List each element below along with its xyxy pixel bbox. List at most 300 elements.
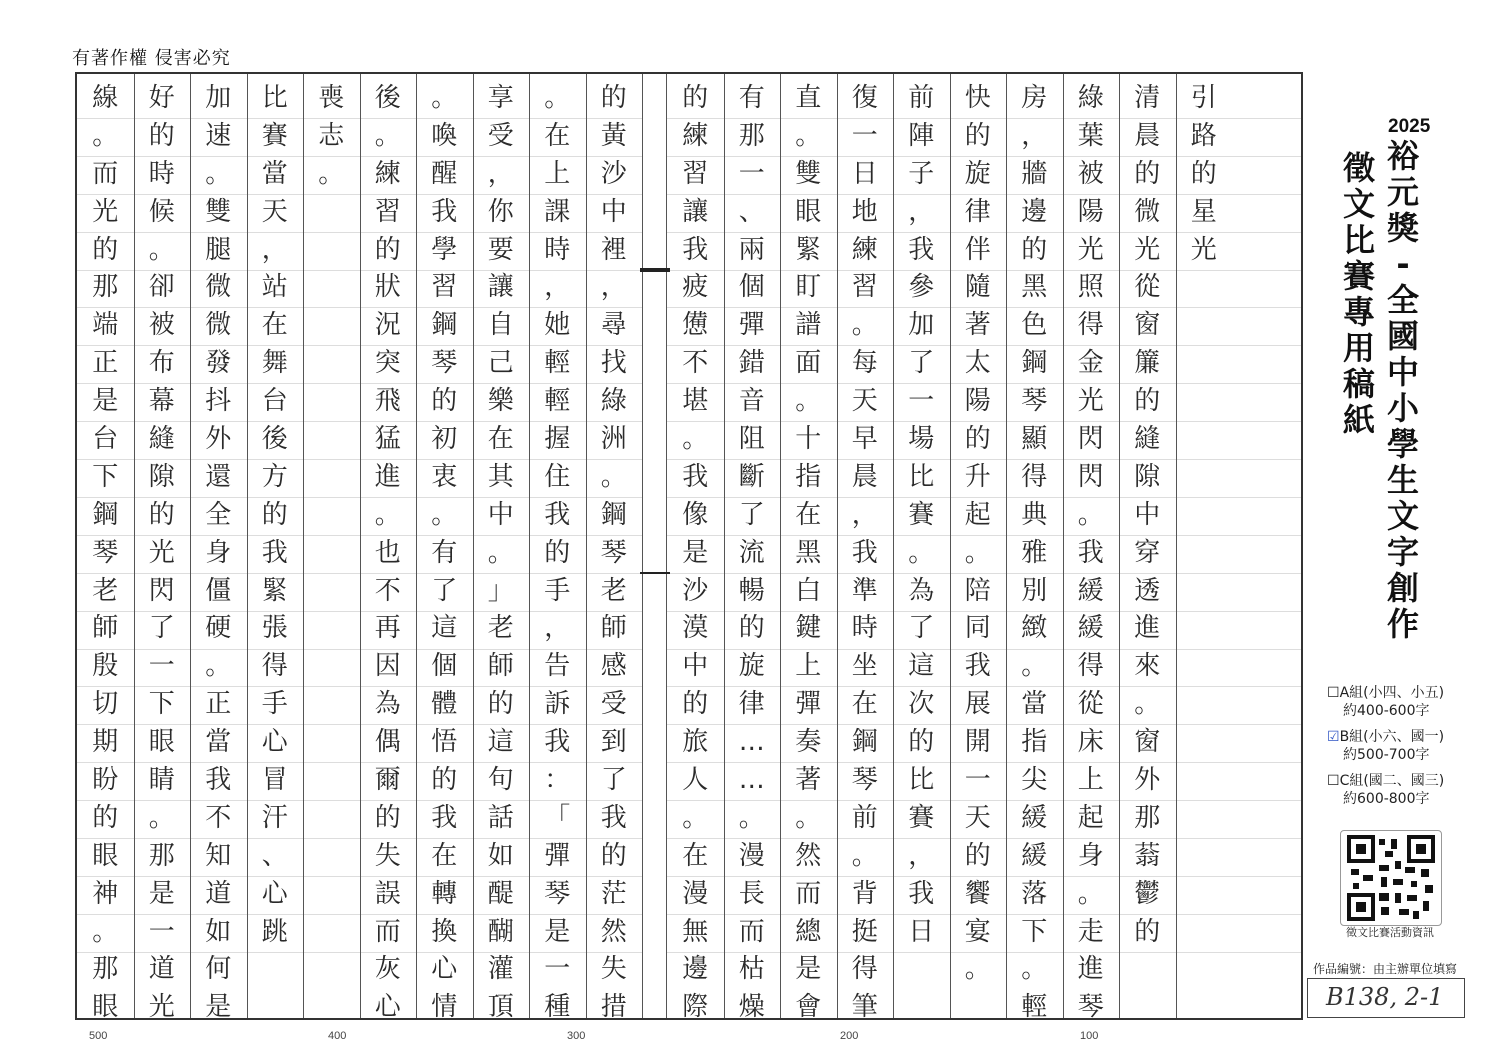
manuscript-char: 背	[851, 878, 878, 909]
scale-label-200: 200	[840, 1030, 859, 1042]
manuscript-char: 身	[205, 537, 232, 568]
manuscript-char: 十	[795, 424, 822, 455]
manuscript-char: 卻	[148, 272, 175, 303]
manuscript-char: 律	[738, 689, 765, 720]
manuscript-char: 流	[738, 537, 765, 568]
manuscript-char: …	[738, 765, 765, 796]
manuscript-char: 我	[851, 537, 878, 568]
manuscript-char: 在	[851, 689, 878, 720]
manuscript-char: 知	[205, 840, 232, 871]
manuscript-char: 我	[908, 234, 935, 265]
manuscript-char: 旅	[682, 727, 709, 758]
manuscript-char: 師	[600, 613, 627, 644]
manuscript-char: ，	[851, 499, 878, 530]
manuscript-char: 的	[431, 765, 458, 796]
manuscript-char: 。	[964, 537, 991, 568]
manuscript-char: 比	[261, 83, 288, 113]
manuscript-char: 的	[600, 840, 627, 871]
manuscript-char: 展	[964, 689, 991, 720]
manuscript-char: 心	[261, 727, 288, 758]
manuscript-char: 鬱	[1134, 878, 1161, 909]
scale-label-400: 400	[328, 1030, 347, 1042]
manuscript-char: 了	[600, 765, 627, 796]
fold-gap	[642, 74, 667, 1018]
manuscript-char: 狀	[374, 272, 401, 303]
manuscript-char: 跳	[261, 916, 288, 947]
manuscript-char: 感	[600, 651, 627, 682]
manuscript-char: 有	[738, 83, 765, 113]
manuscript-char: 旋	[964, 158, 991, 189]
manuscript-char: 走	[1077, 916, 1104, 947]
scale-label-300: 300	[567, 1030, 586, 1042]
manuscript-char: 是	[148, 878, 175, 909]
manuscript-column	[586, 74, 643, 1023]
manuscript-char: 我	[544, 727, 571, 758]
manuscript-char: 疲	[682, 272, 709, 303]
manuscript-char: 次	[908, 689, 935, 720]
manuscript-char: 手	[544, 575, 571, 606]
manuscript-column	[247, 74, 304, 1018]
manuscript-char: 光	[1077, 386, 1104, 417]
manuscript-char: 阻	[738, 424, 765, 455]
manuscript-char: 練	[851, 234, 878, 265]
manuscript-char: 鍵	[795, 613, 822, 644]
manuscript-char: 再	[374, 613, 401, 644]
manuscript-char: 外	[1134, 765, 1161, 796]
manuscript-char: 閃	[1077, 424, 1104, 455]
manuscript-char: 當	[261, 158, 288, 189]
manuscript-char: 道	[148, 954, 175, 985]
manuscript-char: 後	[374, 83, 401, 113]
manuscript-char: 被	[148, 310, 175, 341]
manuscript-char: 路	[1190, 120, 1217, 151]
manuscript-char: 這	[487, 727, 514, 758]
manuscript-char: 從	[1077, 689, 1104, 720]
manuscript-char: 在	[487, 424, 514, 455]
manuscript-char: 隙	[148, 461, 175, 492]
group-b-checkbox[interactable]: ☑	[1327, 729, 1340, 745]
manuscript-char: 像	[682, 499, 709, 530]
manuscript-char: 情	[431, 992, 458, 1023]
manuscript-char: 色	[1021, 310, 1048, 341]
manuscript-char: 陪	[964, 575, 991, 606]
manuscript-char: 前	[851, 802, 878, 833]
manuscript-char: 當	[1021, 689, 1048, 720]
manuscript-char: 律	[964, 196, 991, 227]
manuscript-char: 我	[600, 802, 627, 833]
manuscript-char: 中	[682, 651, 709, 682]
manuscript-column	[837, 74, 894, 1023]
manuscript-char: 手	[261, 689, 288, 720]
manuscript-char: 堪	[682, 386, 709, 417]
manuscript-char: 得	[1077, 651, 1104, 682]
manuscript-char: 頂	[487, 992, 514, 1023]
manuscript-char: 。	[1077, 499, 1104, 530]
manuscript-char: 天	[261, 196, 288, 227]
manuscript-char: 外	[205, 424, 232, 455]
manuscript-column	[1006, 74, 1063, 1023]
manuscript-char: 時	[851, 613, 878, 644]
manuscript-char: 幕	[148, 386, 175, 417]
manuscript-char: 面	[795, 348, 822, 379]
manuscript-char: 我	[682, 461, 709, 492]
manuscript-char: 綠	[1077, 83, 1104, 113]
manuscript-char: 期	[92, 727, 119, 758]
manuscript-char: 穿	[1134, 537, 1161, 568]
manuscript-char: 眼	[92, 992, 119, 1023]
manuscript-char: 光	[1077, 234, 1104, 265]
manuscript-char: 那	[92, 954, 119, 985]
manuscript-char: …	[738, 727, 765, 758]
manuscript-char: 沙	[682, 575, 709, 606]
manuscript-char: 緩	[1021, 802, 1048, 833]
manuscript-char: 指	[1021, 727, 1048, 758]
group-options	[1327, 684, 1444, 816]
manuscript-char: 住	[544, 461, 571, 492]
sidebar	[1305, 72, 1500, 1022]
work-number-label: 作品編號：由主辦單位填寫	[1313, 962, 1458, 976]
manuscript-column	[473, 74, 530, 1023]
manuscript-char: 舞	[261, 348, 288, 379]
manuscript-char: 盼	[92, 765, 119, 796]
manuscript-char: 訴	[544, 689, 571, 720]
manuscript-char: 。	[431, 499, 458, 530]
manuscript-char: 習	[851, 272, 878, 303]
manuscript-char: 醍	[487, 878, 514, 909]
manuscript-char: 黃	[600, 120, 627, 151]
manuscript-char: 是	[92, 386, 119, 417]
manuscript-char: 指	[795, 461, 822, 492]
manuscript-char: 。	[148, 802, 175, 833]
manuscript-char: 著	[795, 765, 822, 796]
manuscript-char: 。	[487, 537, 514, 568]
manuscript-char: 了	[431, 575, 458, 606]
manuscript-char: 坐	[851, 651, 878, 682]
manuscript-char: 不	[682, 348, 709, 379]
manuscript-char: 雙	[795, 158, 822, 189]
manuscript-char: 裡	[600, 234, 627, 265]
manuscript-char: 在	[544, 120, 571, 151]
manuscript-char: 然	[600, 916, 627, 947]
manuscript-char: 緊	[795, 234, 822, 265]
manuscript-char: 隨	[964, 272, 991, 303]
manuscript-char: 的	[964, 424, 991, 455]
manuscript-char: 簾	[1134, 348, 1161, 379]
manuscript-char: 閃	[148, 575, 175, 606]
manuscript-char: 腿	[205, 234, 232, 265]
manuscript-char: 彈	[795, 689, 822, 720]
manuscript-char: 師	[487, 651, 514, 682]
manuscript-char: 正	[205, 689, 232, 720]
manuscript-char: 的	[374, 802, 401, 833]
manuscript-char: 線	[92, 83, 119, 113]
manuscript-char: 冒	[261, 765, 288, 796]
manuscript-char: 了	[738, 499, 765, 530]
manuscript-char: 受	[487, 120, 514, 151]
manuscript-char: 沙	[600, 158, 627, 189]
manuscript-char: 落	[1021, 878, 1048, 909]
manuscript-char: 鋼	[1021, 348, 1048, 379]
manuscript-char: 參	[908, 272, 935, 303]
manuscript-char: 我	[964, 651, 991, 682]
manuscript-column	[1063, 74, 1120, 1023]
manuscript-char: 突	[374, 348, 401, 379]
manuscript-char: 中	[487, 499, 514, 530]
manuscript-char: 綠	[600, 386, 627, 417]
manuscript-char: 灌	[487, 954, 514, 985]
manuscript-char: 況	[374, 310, 401, 341]
manuscript-char: 爾	[374, 765, 401, 796]
manuscript-char: 盯	[795, 272, 822, 303]
manuscript-char: 微	[1134, 196, 1161, 227]
manuscript-char: 全	[205, 499, 232, 530]
manuscript-char: 、	[261, 840, 288, 871]
manuscript-char: 得	[1021, 461, 1048, 492]
manuscript-char: 這	[431, 613, 458, 644]
manuscript-char: 自	[487, 310, 514, 341]
manuscript-char: 縫	[148, 424, 175, 455]
manuscript-char: 緩	[1021, 840, 1048, 871]
manuscript-char: 閃	[1077, 461, 1104, 492]
manuscript-char: 志	[318, 120, 345, 151]
manuscript-char: 醐	[487, 916, 514, 947]
manuscript-char: 樂	[487, 386, 514, 417]
manuscript-char: 鋼	[600, 499, 627, 530]
manuscript-char: 有	[431, 537, 458, 568]
manuscript-char: 在	[682, 840, 709, 871]
manuscript-char: 。	[1077, 878, 1104, 909]
manuscript-char: 場	[908, 424, 935, 455]
qr-label: 徵文比賽活動資訊	[1346, 926, 1434, 939]
manuscript-char: 何	[205, 954, 232, 985]
manuscript-char: 的	[964, 840, 991, 871]
manuscript-char: 當	[205, 727, 232, 758]
manuscript-char: 雅	[1021, 537, 1048, 568]
manuscript-char: 抖	[205, 386, 232, 417]
manuscript-char: 伴	[964, 234, 991, 265]
manuscript-char: 師	[92, 613, 119, 644]
manuscript-char: 我	[261, 537, 288, 568]
manuscript-char: 準	[851, 575, 878, 606]
manuscript-char: 站	[261, 272, 288, 303]
group-a-checkbox[interactable]: ☐	[1327, 685, 1340, 701]
manuscript-char: 黑	[795, 537, 822, 568]
manuscript-char: 天	[851, 386, 878, 417]
manuscript-char: 縫	[1134, 424, 1161, 455]
manuscript-column	[724, 74, 781, 1023]
manuscript-char: 譜	[795, 310, 822, 341]
manuscript-char: 邊	[682, 954, 709, 985]
manuscript-char: 握	[544, 424, 571, 455]
manuscript-char: 窗	[1134, 310, 1161, 341]
manuscript-char: 清	[1134, 83, 1161, 113]
manuscript-char: 而	[795, 878, 822, 909]
manuscript-char: 。	[1134, 689, 1161, 720]
manuscript-char: 琴	[92, 537, 119, 568]
manuscript-char: 誤	[374, 878, 401, 909]
manuscript-char: 我	[431, 196, 458, 227]
manuscript-char: 的	[682, 689, 709, 720]
character-count-scale	[0, 1030, 1500, 1050]
manuscript-char: 然	[795, 840, 822, 871]
manuscript-char: 得	[1077, 310, 1104, 341]
manuscript-char: 一	[908, 386, 935, 417]
group-option-a[interactable]	[1327, 684, 1444, 720]
manuscript-char: 了	[148, 613, 175, 644]
manuscript-char: 。	[318, 158, 345, 189]
manuscript-char: 的	[1134, 158, 1161, 189]
manuscript-column	[77, 74, 134, 1023]
manuscript-char: 是	[795, 954, 822, 985]
manuscript-char: 金	[1077, 348, 1104, 379]
manuscript-char: 個	[431, 651, 458, 682]
contest-year: 2025	[1388, 116, 1431, 137]
manuscript-column	[416, 74, 473, 1023]
manuscript-char: 方	[261, 461, 288, 492]
manuscript-char: 一	[148, 651, 175, 682]
manuscript-char: 典	[1021, 499, 1048, 530]
manuscript-char: 子	[908, 158, 935, 189]
manuscript-char: 的	[1134, 916, 1161, 947]
manuscript-char: 台	[261, 386, 288, 417]
manuscript-char: 。	[964, 954, 991, 985]
manuscript-char: 的	[374, 234, 401, 265]
manuscript-char: 時	[148, 158, 175, 189]
manuscript-char: 是	[682, 537, 709, 568]
manuscript-char: 是	[544, 916, 571, 947]
manuscript-char: 尋	[600, 310, 627, 341]
manuscript-char: 神	[92, 878, 119, 909]
manuscript-column	[1176, 74, 1233, 1018]
manuscript-char: 饗	[964, 878, 991, 909]
manuscript-char: 時	[544, 234, 571, 265]
manuscript-char: 日	[851, 158, 878, 189]
manuscript-char: 老	[92, 575, 119, 606]
manuscript-char: 享	[487, 83, 514, 113]
manuscript-char: 道	[205, 878, 232, 909]
manuscript-char: 星	[1190, 196, 1217, 227]
manuscript-char: 陽	[1077, 196, 1104, 227]
manuscript-char: 那	[148, 840, 175, 871]
manuscript-char: 。	[92, 120, 119, 151]
manuscript-char: 直	[795, 83, 822, 113]
manuscript-char: 不	[205, 802, 232, 833]
manuscript-char: 賽	[908, 802, 935, 833]
fold-mark	[640, 268, 670, 272]
manuscript-char: 還	[205, 461, 232, 492]
manuscript-column	[303, 74, 360, 1018]
manuscript-char: 每	[851, 348, 878, 379]
manuscript-char: 初	[431, 424, 458, 455]
manuscript-char: 個	[738, 272, 765, 303]
manuscript-char: 在	[261, 310, 288, 341]
manuscript-column	[950, 74, 1007, 1018]
group-option-c[interactable]	[1327, 772, 1444, 808]
manuscript-char: 課	[544, 196, 571, 227]
manuscript-char: 暢	[738, 575, 765, 606]
scale-label-500: 500	[89, 1030, 108, 1042]
manuscript-char: 種	[544, 992, 571, 1023]
manuscript-char: 要	[487, 234, 514, 265]
manuscript-char: 讓	[682, 196, 709, 227]
manuscript-char: 上	[795, 651, 822, 682]
manuscript-char: 。	[205, 651, 232, 682]
manuscript-char: 的	[1190, 158, 1217, 189]
manuscript-char: 習	[682, 158, 709, 189]
manuscript-char: 候	[148, 196, 175, 227]
manuscript-char: 進	[1077, 954, 1104, 985]
manuscript-char: 飛	[374, 386, 401, 417]
manuscript-char: 正	[92, 348, 119, 379]
manuscript-char: 錯	[738, 348, 765, 379]
group-option-b[interactable]	[1327, 728, 1444, 764]
manuscript-char: 切	[92, 689, 119, 720]
manuscript-char: 前	[908, 83, 935, 113]
scale-label-100: 100	[1080, 1030, 1099, 1042]
manuscript-char: 琴	[600, 537, 627, 568]
qr-code-icon[interactable]	[1340, 830, 1442, 926]
manuscript-char: 鋼	[851, 727, 878, 758]
manuscript-char: 開	[964, 727, 991, 758]
manuscript-char: 。	[544, 83, 571, 113]
manuscript-char: ，	[908, 196, 935, 227]
manuscript-char: 光	[92, 196, 119, 227]
manuscript-char: 太	[964, 348, 991, 379]
manuscript-char: 輕	[544, 348, 571, 379]
manuscript-char: 練	[682, 120, 709, 151]
manuscript-char: 心	[374, 992, 401, 1023]
paper-title: 徵 文 比 賽 專 用 稿 紙	[1343, 149, 1376, 439]
manuscript-column	[134, 74, 191, 1023]
manuscript-char: 雙	[205, 196, 232, 227]
manuscript-char: 比	[908, 765, 935, 796]
manuscript-char: 殷	[92, 651, 119, 682]
manuscript-char: 挺	[851, 916, 878, 947]
manuscript-char: 。	[148, 234, 175, 265]
manuscript-char: 在	[795, 499, 822, 530]
manuscript-char: 輕	[544, 386, 571, 417]
manuscript-char: 白	[795, 575, 822, 606]
manuscript-char: 緊	[261, 575, 288, 606]
manuscript-char: ，	[600, 272, 627, 303]
manuscript-char: 陽	[964, 386, 991, 417]
manuscript-char: 。	[1021, 651, 1048, 682]
manuscript-char: 是	[205, 992, 232, 1023]
manuscript-char: 微	[205, 272, 232, 303]
manuscript-char: 「	[544, 802, 571, 833]
manuscript-char: 了	[908, 348, 935, 379]
manuscript-char: 學	[431, 234, 458, 265]
manuscript-char: ，	[544, 272, 571, 303]
manuscript-char: 台	[92, 424, 119, 455]
manuscript-char: 總	[795, 916, 822, 947]
manuscript-char: 琴	[544, 878, 571, 909]
manuscript-char: 後	[261, 424, 288, 455]
manuscript-char: 彈	[738, 310, 765, 341]
manuscript-char: 得	[261, 651, 288, 682]
manuscript-char: 而	[738, 916, 765, 947]
manuscript-char: 微	[205, 310, 232, 341]
manuscript-char: 我	[205, 765, 232, 796]
manuscript-char: 悟	[431, 727, 458, 758]
group-c-checkbox[interactable]: ☐	[1327, 773, 1340, 789]
manuscript-char: 下	[1021, 916, 1048, 947]
manuscript-char: 陣	[908, 120, 935, 151]
manuscript-char: 衷	[431, 461, 458, 492]
manuscript-column	[667, 74, 724, 1023]
manuscript-char: 那	[92, 272, 119, 303]
manuscript-char: 一	[544, 954, 571, 985]
